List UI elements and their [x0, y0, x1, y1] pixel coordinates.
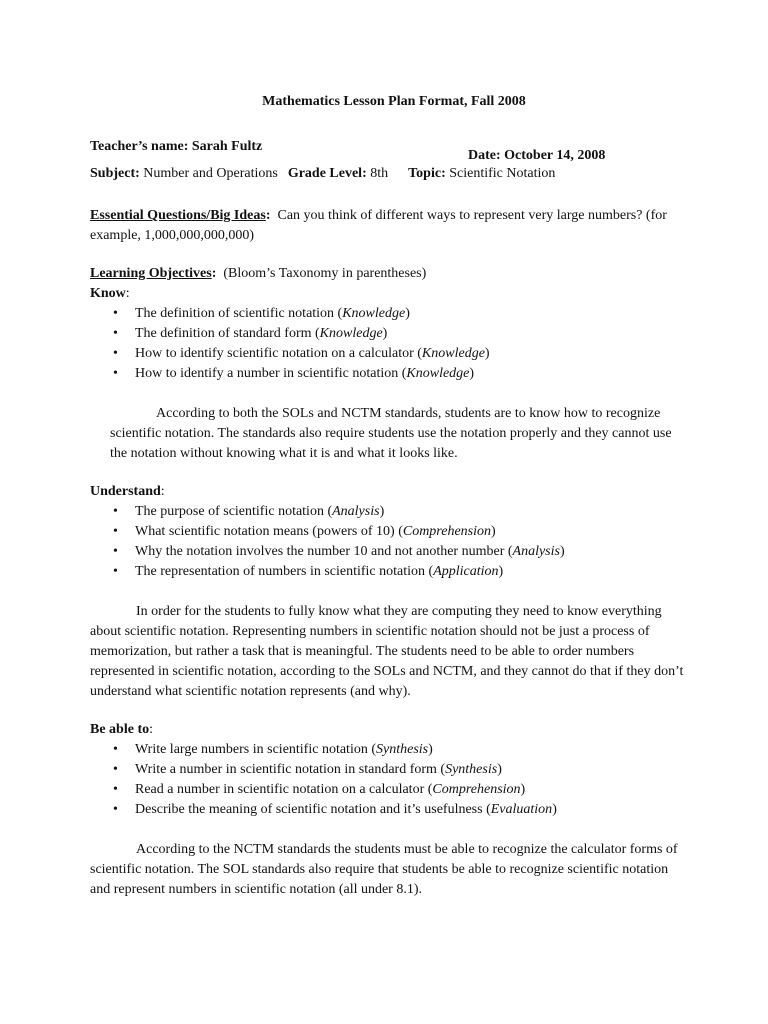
- know-list: [90, 304, 690, 384]
- item-text: The representation of numbers in scientific notation (: [135, 564, 434, 579]
- bullet-icon: •: [113, 544, 118, 559]
- able-label: Be able to: [90, 722, 150, 737]
- item-text: Describe the meaning of scientific notation and it’s usefulness (: [135, 802, 491, 817]
- essential-colon: :: [265, 208, 271, 223]
- objectives-colon: :: [211, 266, 217, 281]
- item-level: Comprehension: [432, 782, 521, 797]
- essential-text: Can you think of different ways to represent very large numbers? (for example, 1,000,000,000,000): [90, 208, 667, 243]
- item-text: The definition of scientific notation (: [135, 306, 343, 321]
- understand-paragraph: In order for the students to fully know what they are computing they need to know everything about scientific notation. Representing numbers in scientific notation should not be just a process of memorization, but rather a task that is meaningful. The students need to be able to order numbers represented in scientific notation, according to the SOLs and NCTM, and they cannot do that if they don’t understand what scientific notation represents (and why).: [90, 604, 684, 699]
- subject-label: Subject:: [90, 166, 140, 181]
- item-end: ): [469, 366, 475, 381]
- list-item: [90, 324, 690, 344]
- item-level: Application: [433, 564, 499, 579]
- list-item: [90, 740, 690, 760]
- bullet-icon: •: [113, 564, 118, 579]
- item-text: Write large numbers in scientific notation (: [135, 742, 376, 757]
- item-end: ): [382, 326, 388, 341]
- item-level: Evaluation: [490, 802, 553, 817]
- list-item: [90, 304, 690, 324]
- page-title: Mathematics Lesson Plan Format, Fall 2008: [262, 94, 526, 109]
- item-level: Synthesis: [445, 762, 498, 777]
- topic-label: Topic:: [408, 166, 446, 181]
- learning-objectives: [90, 264, 690, 464]
- item-level: Knowledge: [406, 366, 470, 381]
- know-label: Know: [90, 286, 126, 301]
- item-end: ): [520, 782, 526, 797]
- item-text: How to identify a number in scientific notation (: [135, 366, 407, 381]
- bullet-icon: •: [113, 504, 118, 519]
- bullet-icon: •: [113, 524, 118, 539]
- item-level: Comprehension: [402, 524, 492, 539]
- item-level: Knowledge: [342, 306, 406, 321]
- objectives-label: Learning Objectives: [90, 266, 212, 281]
- list-item: [90, 760, 690, 780]
- subject-value: Number and Operations: [143, 166, 278, 181]
- know-colon: :: [125, 286, 130, 301]
- date-label: Date:: [468, 148, 501, 163]
- list-item: [90, 780, 690, 800]
- essential-label: Essential Questions/Big Ideas: [90, 208, 266, 223]
- item-end: ): [552, 802, 557, 817]
- understand-list: [90, 502, 690, 582]
- teacher-name: Sarah Fultz: [191, 139, 263, 154]
- bullet-icon: •: [113, 366, 118, 381]
- date-value: October 14, 2008: [504, 148, 606, 163]
- date-field: [468, 146, 605, 166]
- topic-value: Scientific Notation: [449, 166, 556, 181]
- item-text: Write a number in scientific notation in standard form (: [135, 762, 446, 777]
- bullet-icon: •: [113, 782, 118, 797]
- item-level: Analysis: [332, 504, 380, 519]
- list-item: [90, 800, 690, 820]
- item-text: The purpose of scientific notation (: [135, 504, 333, 519]
- item-text: How to identify scientific notation on a calculator (: [135, 346, 422, 361]
- able-colon: :: [149, 722, 153, 737]
- bullet-icon: •: [113, 306, 118, 321]
- item-text: Read a number in scientific notation on a calculator (: [135, 782, 433, 797]
- understand-section: [90, 482, 690, 702]
- list-item: [90, 562, 690, 582]
- item-end: ): [379, 504, 385, 519]
- item-end: ): [559, 544, 565, 559]
- item-end: ): [491, 524, 496, 539]
- item-end: ): [428, 742, 433, 757]
- know-paragraph: According to both the SOLs and NCTM standards, students are to know how to recognize scientific notation. The standards also require students use the notation properly and they cannot use the notation without knowing what it is and what it looks like.: [110, 406, 672, 461]
- item-level: Synthesis: [376, 742, 429, 757]
- objectives-note: (Bloom’s Taxonomy in parentheses): [223, 266, 427, 281]
- list-item: [90, 542, 690, 562]
- item-level: Knowledge: [421, 346, 485, 361]
- bullet-icon: •: [113, 346, 118, 361]
- able-paragraph: According to the NCTM standards the students must be able to recognize the calculator forms of scientific notation. The SOL standards also require that students be able to recognize scientific notation and represent numbers in scientific notation (all under 8.1).: [90, 842, 678, 897]
- document-page: [90, 92, 690, 900]
- bullet-icon: •: [113, 326, 118, 341]
- item-level: Analysis: [512, 544, 560, 559]
- understand-colon: :: [160, 484, 165, 499]
- list-item: [90, 364, 690, 384]
- essential-questions: [90, 206, 690, 246]
- item-end: ): [497, 762, 502, 777]
- item-end: ): [484, 346, 490, 361]
- able-list: [90, 740, 690, 820]
- bullet-icon: •: [113, 742, 118, 757]
- list-item: [90, 344, 690, 364]
- item-end: ): [498, 564, 504, 579]
- item-text: What scientific notation means (powers of 10) (: [135, 524, 403, 539]
- grade-value: 8th: [370, 166, 389, 181]
- item-text: Why the notation involves the number 10 and not another number (: [135, 544, 513, 559]
- item-text: The definition of standard form (: [135, 326, 320, 341]
- item-level: Knowledge: [319, 326, 383, 341]
- list-item: [90, 522, 690, 542]
- subject-row: [90, 164, 690, 184]
- teacher-label: Teacher’s name:: [90, 139, 189, 154]
- bullet-icon: •: [113, 802, 118, 817]
- able-section: [90, 720, 690, 900]
- understand-label: Understand: [90, 484, 161, 499]
- item-end: ): [405, 306, 410, 321]
- list-item: [90, 502, 690, 522]
- bullet-icon: •: [113, 762, 118, 777]
- grade-label: Grade Level:: [287, 166, 367, 181]
